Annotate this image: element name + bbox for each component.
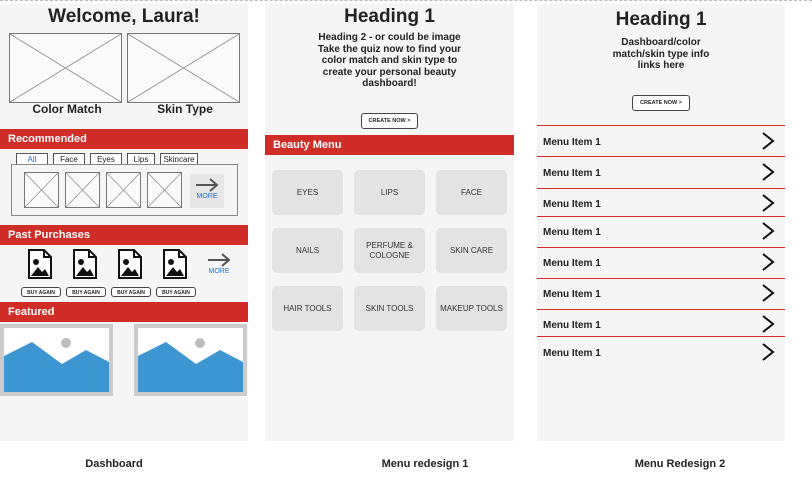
image-file-icon — [27, 249, 53, 279]
menu-divider — [537, 309, 785, 310]
description-line: color match and skin type to — [321, 55, 458, 66]
placeholder-x-icon — [148, 173, 181, 207]
past-purchases-more-button[interactable] — [202, 250, 236, 284]
more-label: MORE — [196, 193, 218, 200]
product-thumbnail[interactable] — [147, 172, 182, 208]
heading-1: Heading 1 — [615, 9, 707, 30]
placeholder-x-icon — [107, 173, 140, 207]
buy-again-button[interactable]: BUY AGAIN — [156, 287, 196, 297]
menu-divider — [537, 216, 785, 217]
menu-tile-skin-tools[interactable]: SKIN TOOLS — [354, 286, 425, 331]
menu-redesign-1-caption: Menu redesign 1 — [381, 458, 469, 470]
color-match-image[interactable] — [9, 33, 122, 103]
product-thumbnail[interactable] — [106, 172, 141, 208]
menu-item[interactable] — [537, 250, 785, 278]
menu-item-label: Menu Item 1 — [543, 320, 601, 331]
chevron-right-icon — [761, 193, 775, 213]
info-line: Dashboard/color — [621, 37, 701, 48]
placeholder-x-icon — [25, 173, 58, 207]
beauty-menu-header: Beauty Menu — [265, 135, 514, 155]
buy-again-button[interactable]: BUY AGAIN — [111, 287, 151, 297]
dashboard-info — [537, 37, 785, 72]
menu-item[interactable] — [537, 219, 785, 247]
chevron-right-icon — [761, 162, 775, 182]
menu-divider — [537, 336, 785, 337]
arrow-right-icon — [206, 252, 232, 268]
menu-redesign-2-caption: Menu Redesign 2 — [634, 458, 726, 470]
quiz-description — [265, 32, 514, 90]
menu-redesign-1-panel — [265, 4, 514, 441]
skin-type-image[interactable] — [127, 33, 240, 103]
past-purchases-header: Past Purchases — [0, 225, 248, 245]
chevron-right-icon — [761, 252, 775, 272]
menu-item[interactable] — [537, 340, 785, 368]
description-line: Take the quiz now to find your — [317, 43, 462, 55]
dashboard-caption: Dashboard — [85, 458, 143, 470]
info-line: match/skin type info — [612, 48, 710, 60]
menu-tile-perfume[interactable]: PERFUME & COLOGNE — [354, 228, 425, 273]
chevron-right-icon — [761, 314, 775, 334]
placeholder-x-icon — [128, 34, 239, 102]
description-line: create your personal beauty — [322, 66, 457, 78]
menu-tile-makeup-tools[interactable]: MAKEUP TOOLS — [436, 286, 507, 331]
placeholder-x-icon — [66, 173, 99, 207]
welcome-heading: Welcome, Laura! — [48, 6, 200, 27]
tab-skincare[interactable]: Skincare — [160, 153, 198, 164]
chevron-right-icon — [761, 342, 775, 362]
buy-again-button[interactable]: BUY AGAIN — [66, 287, 106, 297]
product-thumbnail[interactable] — [65, 172, 100, 208]
menu-item[interactable] — [537, 191, 785, 219]
recommended-header: Recommended — [0, 129, 248, 149]
menu-item-label: Menu Item 1 — [543, 168, 601, 179]
menu-divider — [537, 188, 785, 189]
heading-1: Heading 1 — [344, 6, 435, 27]
featured-image[interactable] — [0, 324, 113, 396]
top-dashed-border — [0, 0, 812, 1]
image-file-icon — [117, 249, 143, 279]
image-file-icon — [162, 249, 188, 279]
tab-all[interactable]: All — [16, 153, 48, 164]
menu-item-label: Menu Item 1 — [543, 199, 601, 210]
menu-redesign-2-panel — [537, 4, 785, 441]
buy-again-button[interactable]: BUY AGAIN — [21, 287, 61, 297]
chevron-right-icon — [761, 131, 775, 151]
placeholder-x-icon — [10, 34, 121, 102]
menu-item-label: Menu Item 1 — [543, 348, 601, 359]
description-line: Heading 2 - or could be image — [318, 32, 461, 43]
menu-divider — [537, 125, 785, 126]
featured-header: Featured — [0, 302, 248, 322]
menu-tile-hair-tools[interactable]: HAIR TOOLS — [272, 286, 343, 331]
menu-item[interactable] — [537, 160, 785, 188]
menu-tile-lips[interactable]: LIPS — [354, 170, 425, 215]
menu-item[interactable] — [537, 281, 785, 309]
menu-divider — [537, 278, 785, 279]
menu-item[interactable] — [537, 129, 785, 157]
menu-divider — [537, 156, 785, 157]
menu-item-label: Menu Item 1 — [543, 227, 601, 238]
recommended-products — [11, 164, 238, 216]
description-line: dashboard! — [362, 78, 417, 89]
menu-tile-eyes[interactable]: EYES — [272, 170, 343, 215]
create-now-button[interactable]: CREATE NOW > — [632, 95, 690, 111]
image-file-icon — [72, 249, 98, 279]
menu-item-label: Menu Item 1 — [543, 137, 601, 148]
info-line: links here — [637, 60, 685, 71]
create-now-button[interactable]: CREATE NOW > — [361, 113, 418, 129]
menu-divider — [537, 247, 785, 248]
tab-face[interactable]: Face — [53, 153, 85, 164]
color-match-label: Color Match — [32, 102, 102, 116]
skin-type-label: Skin Type — [157, 102, 213, 116]
tab-lips[interactable]: Lips — [127, 153, 155, 164]
menu-item-label: Menu Item 1 — [543, 258, 601, 269]
product-thumbnail[interactable] — [24, 172, 59, 208]
chevron-right-icon — [761, 283, 775, 303]
featured-image[interactable] — [134, 324, 247, 396]
menu-item-label: Menu Item 1 — [543, 289, 601, 300]
tab-eyes[interactable]: Eyes — [90, 153, 122, 164]
menu-tile-skin-care[interactable]: SKIN CARE — [436, 228, 507, 273]
more-label: MORE — [208, 268, 230, 275]
arrow-right-icon — [194, 177, 220, 193]
chevron-right-icon — [761, 221, 775, 241]
recommended-more-button[interactable] — [190, 174, 224, 208]
menu-tile-face[interactable]: FACE — [436, 170, 507, 215]
menu-tile-nails[interactable]: NAILS — [272, 228, 343, 273]
landscape-image-icon — [138, 328, 243, 392]
landscape-image-icon — [4, 328, 109, 392]
